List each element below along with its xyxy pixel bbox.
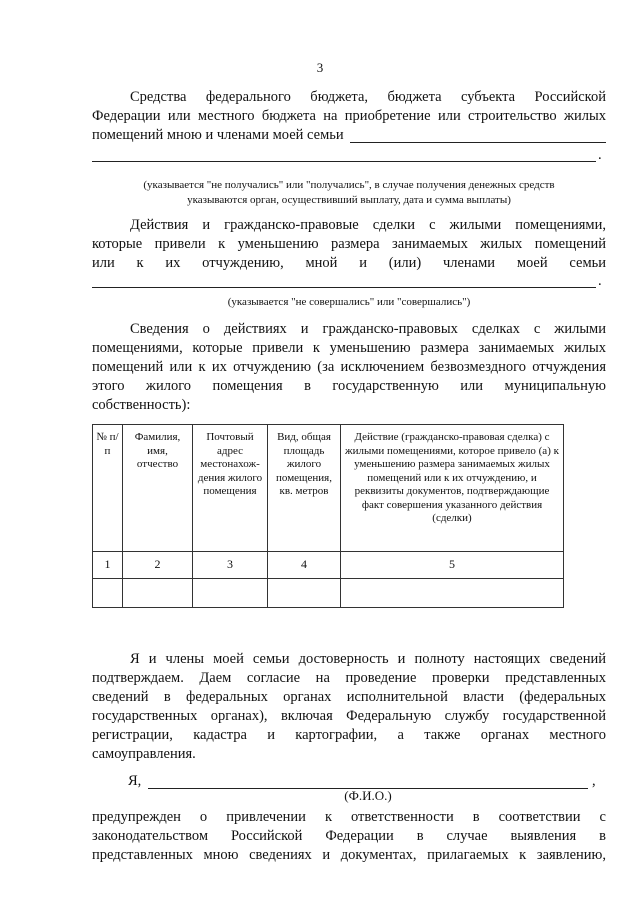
table-header-address: Почтовый адрес местонахож-дения жилого помещения (193, 425, 268, 552)
warning-line-3: представленных мною сведениях и документах, прилагаемых к заявлению, (92, 847, 606, 863)
funds-line-3: помещений мною и членами моей семьи (92, 127, 344, 143)
table-number-row (93, 552, 564, 579)
info-line-3: помещений или к их отчуждению (за исключением безвозмездного отчуждения (92, 359, 606, 375)
actions-line-2: которые привели к уменьшению размера занимаемых жилых помещений (92, 236, 606, 252)
funds-end-mark: . (598, 147, 602, 163)
warning-line-1: предупрежден о привлечении к ответственности в соответствии с (92, 809, 606, 825)
table-col-number-3: 3 (193, 552, 268, 579)
confirm-line-4: государственных органах), включая Федеральную службу государственной (92, 708, 606, 724)
funds-line-2: Федерации или местного бюджета на приобретение или строительство жилых (92, 108, 606, 124)
table-col-number-4: 4 (268, 552, 341, 579)
signature-suffix: , (592, 773, 596, 789)
table-cell-empty[interactable] (268, 579, 341, 608)
info-line-2: помещениями, которые привели к уменьшению размера занимаемых жилых (92, 340, 606, 356)
actions-table (92, 424, 564, 608)
actions-input-line[interactable] (92, 287, 596, 288)
funds-input-line-1[interactable] (350, 142, 606, 143)
page-number: 3 (316, 60, 324, 75)
table-cell-empty[interactable] (193, 579, 268, 608)
table-header-name: Фамилия, имя, отчество (123, 425, 193, 552)
table-cell-empty[interactable] (123, 579, 193, 608)
table-col-number-1: 1 (93, 552, 123, 579)
info-line-5: собственность): (92, 397, 191, 413)
table-col-number-5: 5 (341, 552, 564, 579)
confirm-line-6: самоуправления. (92, 746, 196, 762)
info-line-4: этого жилого помещения в государственную или муниципальную (92, 378, 606, 394)
table-header-area: Вид, общая площадь жилого помещения, кв. метров (268, 425, 341, 552)
actions-line-3: или к их отчуждению, мной и (или) членами моей семьи (92, 255, 606, 271)
signature-prefix: Я, (128, 773, 142, 789)
funds-note-line-1: (указывается "не получались" или "получались", в случае получения денежных средств (143, 179, 555, 191)
confirm-line-3: сведений в федеральных органах исполнительной власти (федеральных (92, 689, 606, 705)
table-cell-empty[interactable] (93, 579, 123, 608)
fio-label: (Ф.И.О.) (344, 788, 392, 803)
table-row (93, 579, 564, 608)
info-line-1: Сведения о действиях и гражданско-правовых сделках с жилыми (130, 321, 606, 337)
actions-end-mark: . (598, 273, 602, 289)
warning-line-2: законодательством Российской Федерации в случае выявления в (92, 828, 606, 844)
actions-note: (указывается "не совершались" или "совершались") (227, 296, 471, 308)
confirm-line-1: Я и члены моей семьи достоверность и полноту настоящих сведений (130, 651, 606, 667)
actions-line-1: Действия и гражданско-правовые сделки с жилыми помещениями, (130, 217, 606, 233)
table-header-row (93, 425, 564, 552)
table-header-action: Действие (гражданско-правовая сделка) с жилыми помещениями, которое привело (а) к уменьшению размера занимаемых жилых помещений или к их отчуждению, и реквизиты документов, подтверждающие факт совершения указанного действия (сделки) (341, 425, 564, 552)
confirm-line-5: регистрации, кадастра и картографии, а также органах местного (92, 727, 606, 743)
table-col-number-2: 2 (123, 552, 193, 579)
table-cell-empty[interactable] (341, 579, 564, 608)
funds-note-line-2: указываются орган, осуществивший выплату, дата и сумма выплаты) (187, 194, 511, 206)
funds-line-1: Средства федерального бюджета, бюджета субъекта Российской (130, 89, 606, 105)
table-header-number: № п/п (93, 425, 123, 552)
funds-input-line-2[interactable] (92, 161, 596, 162)
confirm-line-2: подтверждаем. Даем согласие на проведение проверки представленных (92, 670, 606, 686)
